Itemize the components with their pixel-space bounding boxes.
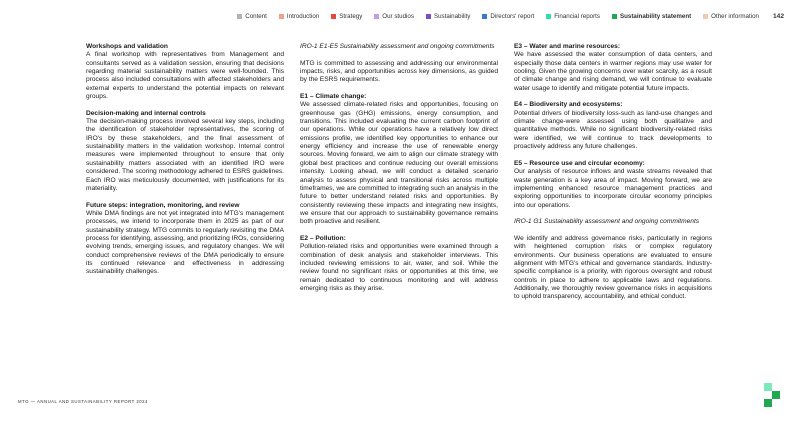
paragraph: Pollution-related risks and opportunities were examined through a combination of desk analysis and stakeholder interviews. This included reviewing emissions to air, water, and soil. While the review found no significant risks or opportunities at this time, we remain dedicated to continuous monitoring and will address emerging risks as they arise.	[300, 243, 498, 292]
subheading-iro1-e1-e5: IRO-1 E1-E5 Sustainability assessment and ongoing commitments	[300, 43, 495, 50]
heading-future-steps: Future steps: integration, monitoring, and review	[86, 201, 240, 209]
nav-item-our-studios[interactable]: Our studios	[374, 13, 414, 20]
nav-swatch	[331, 14, 336, 19]
heading-e3-water: E3 – Water and marine resources:	[514, 43, 621, 50]
paragraph: MTG is committed to assessing and addressing our environmental impacts, risks, and opportunities across key dimensions, as guided by the ESRS requirements.	[300, 59, 498, 84]
paragraph: While DMA findings are not yet integrated into MTG's management processes, we intend to incorporate them in 2025 as part of our sustainability strategy. MTG commits to regularly revisiting the DMA process for identifying, assessing, and prioritizing IROs, considering evolving trends, emerging issues, and regulatory changes. We will conduct comprehensive reviews of the DMA periodically to ensure its continued relevance and effectiveness in addressing sustainability challenges.	[86, 209, 284, 276]
page-number: 142	[772, 12, 784, 20]
mtg-logo-icon	[764, 383, 780, 407]
nav-item-other-information[interactable]: Other information	[703, 13, 759, 20]
paragraph: The decision-making process involved several key steps, including the identification of stakeholder representatives, the scoring of IRO's by these stakeholders, and the final assessment of sustainability matters in the validation workshop. Internal control measures were implemented throughout to ensure that only sustainability matters associated with an identified IRO were considered. The scoring methodology adhered to ESRS guidelines. Each IRO was meticulously documented, with justifications for its materiality.	[86, 118, 284, 192]
nav-item-sustainability[interactable]: Sustainability	[426, 13, 470, 20]
paragraph: We assessed climate-related risks and opportunities, focusing on greenhouse gas (GHG) emissions, energy consumption, and transitions. This included evaluating the current carbon footprint of our operations. While our operations have a relatively low direct emissions profile, we identified key opportunities to enhance our energy efficiency and increase the use of renewable energy sources. Moving forward, we aim to align our climate strategy with global best practices and continue reducing our overall emissions intensity. Looking ahead, we will conduct a detailed scenario analysis to assess physical and transitional risks across multiple timeframes, we are committed to integrating such an analysis in the future to better understand related risks and opportunities. By consistently reviewing these impacts and integrating new insights, we ensure that our approach to sustainability governance remains both proactive and resilient.	[300, 101, 498, 226]
nav-swatch	[546, 14, 551, 19]
heading-e5-resource-use: E5 – Resource use and circular economy:	[514, 159, 645, 167]
nav-swatch	[426, 14, 431, 19]
nav-item-content[interactable]: Content	[237, 13, 267, 20]
paragraph: Our analysis of resource inflows and waste streams revealed that waste generation is a key area of impact. Moving forward, we are implementing enhanced resource management practices and exploring opportunities to incorporate circular economy principles into our operations.	[514, 168, 712, 209]
nav-item-strategy[interactable]: Strategy	[331, 13, 362, 20]
nav-swatch	[237, 14, 242, 19]
paragraph: We identify and address governance risks, particularly in regions with heightened corruption risks or complex regulatory environments. Our business operations are evaluated to ensure alignment with MTG's ethical and governance standards. Industry-specific compliance is a priority, with rigorous oversight and robust controls in place to adhere to applicable laws and regulations. Additionally, we thoroughly review governance risks in acquisitions to uphold transparency, accountability, and ethical conduct.	[514, 234, 712, 301]
nav-swatch	[612, 14, 617, 19]
heading-workshops: Workshops and validation	[86, 43, 168, 50]
subheading-iro1-g1: IRO-1 G1 Sustainability assessment and ongoing commitments	[514, 218, 700, 226]
column-2	[300, 43, 498, 302]
nav-swatch	[279, 14, 284, 19]
paragraph: Potential drivers of biodiversity loss-such as land-use changes and climate change-were assessed using both qualitative and quantitative methods. While no significant biodiversity-related risks were identified, we will continue to track developments to proactively address any future challenges.	[514, 109, 712, 151]
footer-text: MTG — ANNUAL AND SUSTAINABILITY REPORT 2024	[18, 399, 148, 404]
nav-item-introduction[interactable]: Introduction	[279, 13, 319, 20]
nav-swatch	[374, 14, 379, 19]
nav-swatch	[703, 14, 708, 19]
column-3	[514, 43, 712, 310]
heading-e2-pollution: E2 – Pollution:	[300, 234, 346, 242]
nav-item-financial-reports[interactable]: Financial reports	[546, 13, 600, 20]
nav-item-directors-report[interactable]: Directors' report	[482, 13, 534, 20]
heading-e1-climate: E1 – Climate change:	[300, 93, 367, 101]
heading-decision-making: Decision-making and internal controls	[86, 109, 206, 117]
paragraph: We have assessed the water consumption of data centers, and especially those data centers in warmer regions may use water for cooling. Given the growing concerns over water scarcity, as a result of climate change and rising demand, we will continue to evaluate water usage to identify and mitigate potential future impacts.	[514, 51, 712, 92]
column-1	[86, 43, 284, 285]
section-navigation	[237, 11, 784, 21]
nav-swatch	[482, 14, 487, 19]
heading-e4-biodiversity: E4 – Biodiversity and ecosystems:	[514, 101, 623, 109]
paragraph: A final workshop with representatives from Management and consultants served as a validation session, ensuring that decisions regarding material sustainability matters were well-founded. This process also included consultations with affected stakeholders and external experts to understand the potential impacts on relevant groups.	[86, 51, 284, 101]
nav-item-sustainability-statement[interactable]: Sustainability statement	[612, 13, 691, 20]
